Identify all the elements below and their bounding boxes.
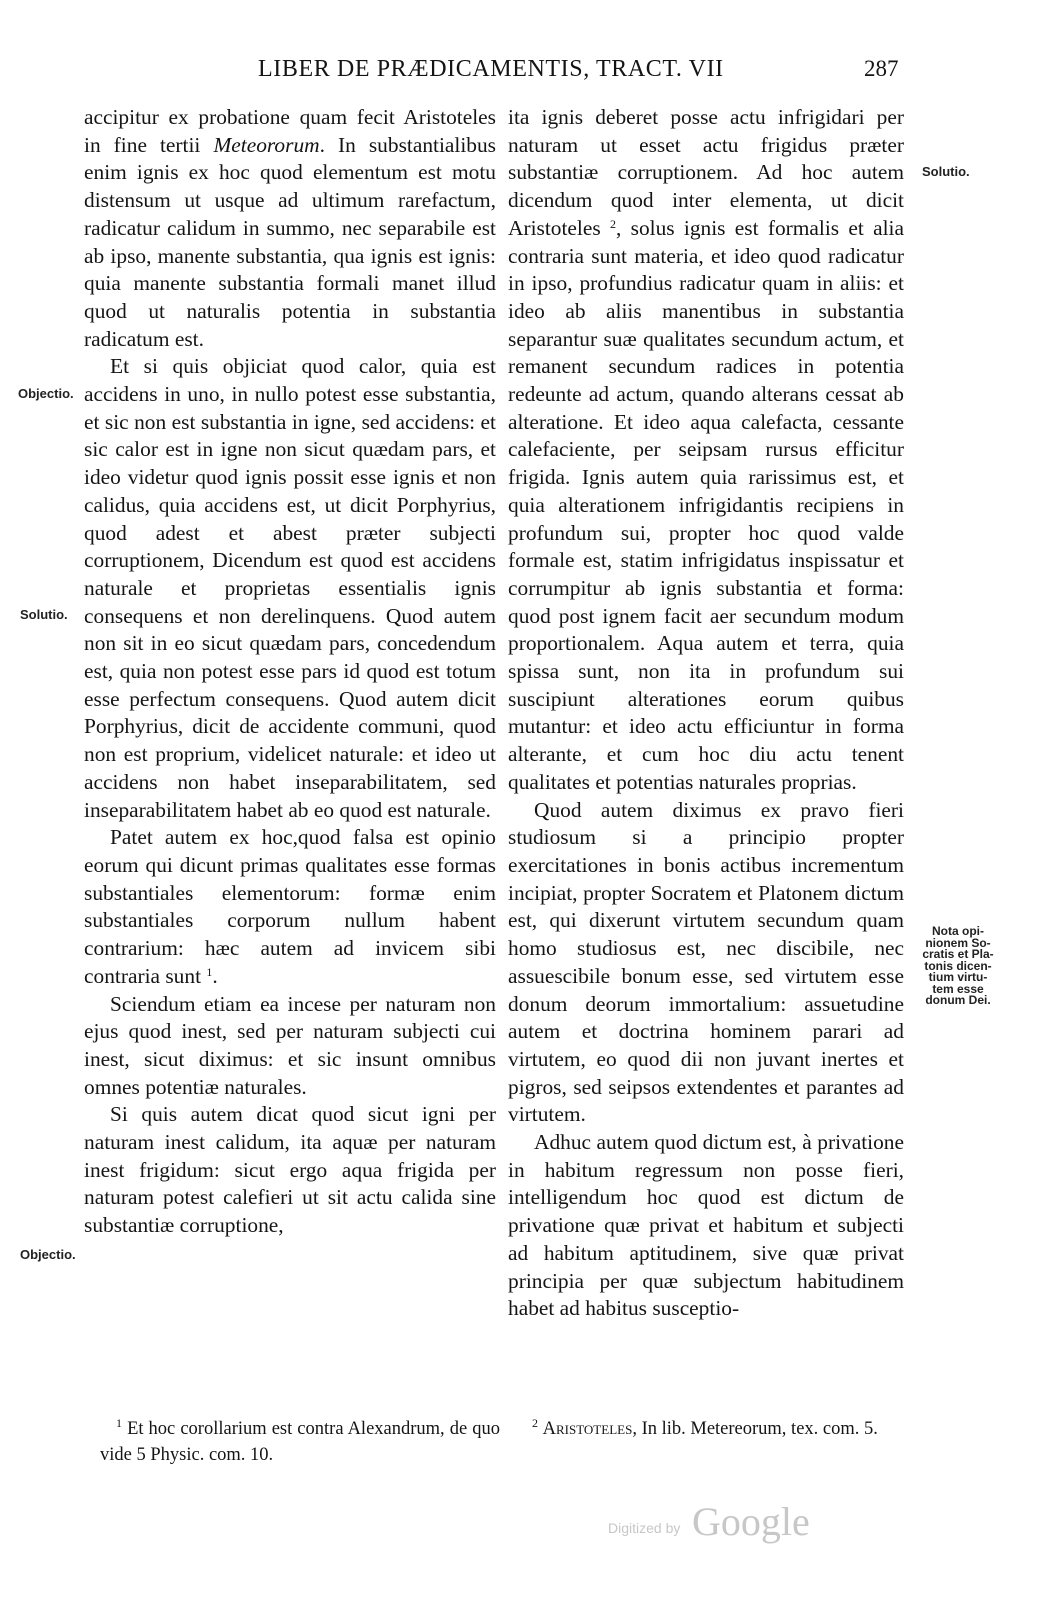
footnote-marker: 2	[532, 1416, 538, 1430]
footnote-marker: 1	[116, 1416, 122, 1430]
left-paragraph-5: Si quis autem dicat quod sicut igni per naturam inest calidum, ita aquæ per naturam inest frigidum: sicut ergo aqua frigida per naturam potest calefieri ut sit actu calida sine substantiæ corruptione,	[84, 1102, 496, 1238]
margin-note-solutio: Solutio.	[922, 164, 970, 179]
margin-note-solutio: Solutio.	[20, 607, 68, 622]
left-paragraph-1: accipitur ex probatione quam fecit Aristoteles in fine tertii Meteororum. In substantialibus enim ignis ex hoc quod elementum est motu distensum ut usque ad ultimum rarefactum, radicatur calidum in summo, nec separabile est ab ipso, manente substantia, qua ignis est ignis: quia manente substantia formali manet illud quod ut naturalis potentia in substantia radicatum est.	[84, 105, 497, 351]
left-paragraph-4: Sciendum etiam ea incese per naturam non ejus quod inest, sed per naturam subjecti cui inest, sicut diximus: et sic insunt omnibus omnes potentiæ naturales.	[84, 991, 496, 1099]
footnote-right: $^2$ Aristoteles, In lib. Metereorum, tex. com. 5.	[532, 1416, 878, 1439]
footnote-left: $^1$ Et hoc corollarium est contra Alexandrum, de quo vide 5 Physic. com. 10.	[100, 1416, 500, 1465]
margin-note-objectio: Objectio.	[18, 386, 74, 401]
margin-note-objectio: Objectio.	[20, 1247, 76, 1262]
left-paragraph-2: Et si quis objiciat quod calor, quia est accidens in uno, in nullo potest esse substantia, et sic non est substantia in igne, sed accidens: et sic calor est in igne non sicut quædam pars, et ideo videtur quod ignis possit esse ignis et non calidus, quia accidens est, ut dicit Porphyrius, quod adest et abest præter subjecti corruptionem, Dicendum est quod est accidens naturale et proprietas essentialis ignis consequens et non derelinquens. Quod autem non sit in eo sicut quædam pars, concedendum est, quia non potest esse pars id quod est totum esse perfectum consequens. Quod autem dicit Porphyrius, dicit de accidente communi, quod non est proprium, videlicet naturale: et ideo ut accidens non habet inseparabilitatem, sed inseparabilitatem habet ab eo quod est naturale.	[84, 354, 496, 822]
running-title: LIBER DE PRÆDICAMENTIS, TRACT. VII	[258, 56, 724, 82]
right-column	[508, 104, 904, 1384]
right-paragraph-2: Quod autem diximus ex pravo fieri studiosum si a principio propter exercitationes in bonis actibus incrementum incipiat, propter Socratem et Platonem dictum est, qui dixerunt virtutem secundum quam homo studiosus est, nec discibile, nec assuescibile bonum esse, sed virtutem esse donum deorum immortalium: assuetudine autem et doctrina hominem parari ad virtutem, eo quod dii non juvant inertes et pigros, sed seipsos extendentes et parantes ad virtutem.	[508, 797, 904, 1127]
left-paragraph-3: Patet autem ex hoc,quod falsa est opinio eorum qui dicunt primas qualitates esse formas substantiales elementorum: formæ enim substantiales corporum nullum habent contrarium: hæc autem ad invicem sibi contraria sunt $^1$.	[84, 825, 496, 988]
running-header	[0, 56, 1062, 88]
margin-note-nota: Nota opi- nionem So- cratis et Pla- tonis dicen- tium virtu- tem esse donum Dei.	[922, 924, 994, 1007]
footnote-marker: 2	[609, 216, 616, 231]
right-paragraph-1: ita ignis deberet posse actu infrigidari per naturam ut esset actu frigidus præter substantiæ corruptionem. Ad hoc autem dicendum quod inter elementa, ut dicit Aristoteles $^2$, solus ignis est formalis et alia contraria sunt materia, et ideo quod radicatur in ipso, profundius radicatur quam in aliis: et ideo ab aliis manentibus in substantia separantur suæ qualitates secundum actum, et remanent secundum radices in potentia redeunte ad actum, quando alterans cessat ab alteratione. Et ideo aqua calefacta, cessante calefaciente, per seipsam rursus efficitur frigida. Ignis autem quia rarissimus est, et quia alterationem infrigidantis recipiens in profundum sui, propter hoc quod valde formale est, statim infrigidatus inspissatur et corrumpitur ab ignis substantia et forma: quod post ignem facit aer secundum modum proportionalem. Aqua autem et terra, quia spissa sunt, non ita in profundum sui suscipiunt alterationes eorum quibus mutantur: et ideo actu efficiuntur in forma alterante, et cum hoc diu actu tenent qualitates et potentias naturales proprias.	[508, 105, 904, 794]
google-logo: Google	[692, 1499, 810, 1544]
page-number: 287	[864, 56, 899, 81]
right-paragraph-3: Adhuc autem quod dictum est, à privatione in habitum regressum non posse fieri, intelligendum hoc quod est dictum de privatione quæ privat et habitum et subjecti ad habitum aptitudinem, sive quæ privat principia per quæ subjectum habitudinem habet ad habitus susceptio-	[508, 1130, 904, 1321]
italic-title: Meteororum	[213, 132, 320, 157]
watermark-prefix: Digitized by	[608, 1520, 681, 1536]
footnote-marker: 1	[206, 964, 213, 979]
digitized-watermark	[600, 1496, 840, 1546]
footnote-author: Aristoteles	[542, 1419, 633, 1439]
left-column	[84, 104, 496, 1384]
